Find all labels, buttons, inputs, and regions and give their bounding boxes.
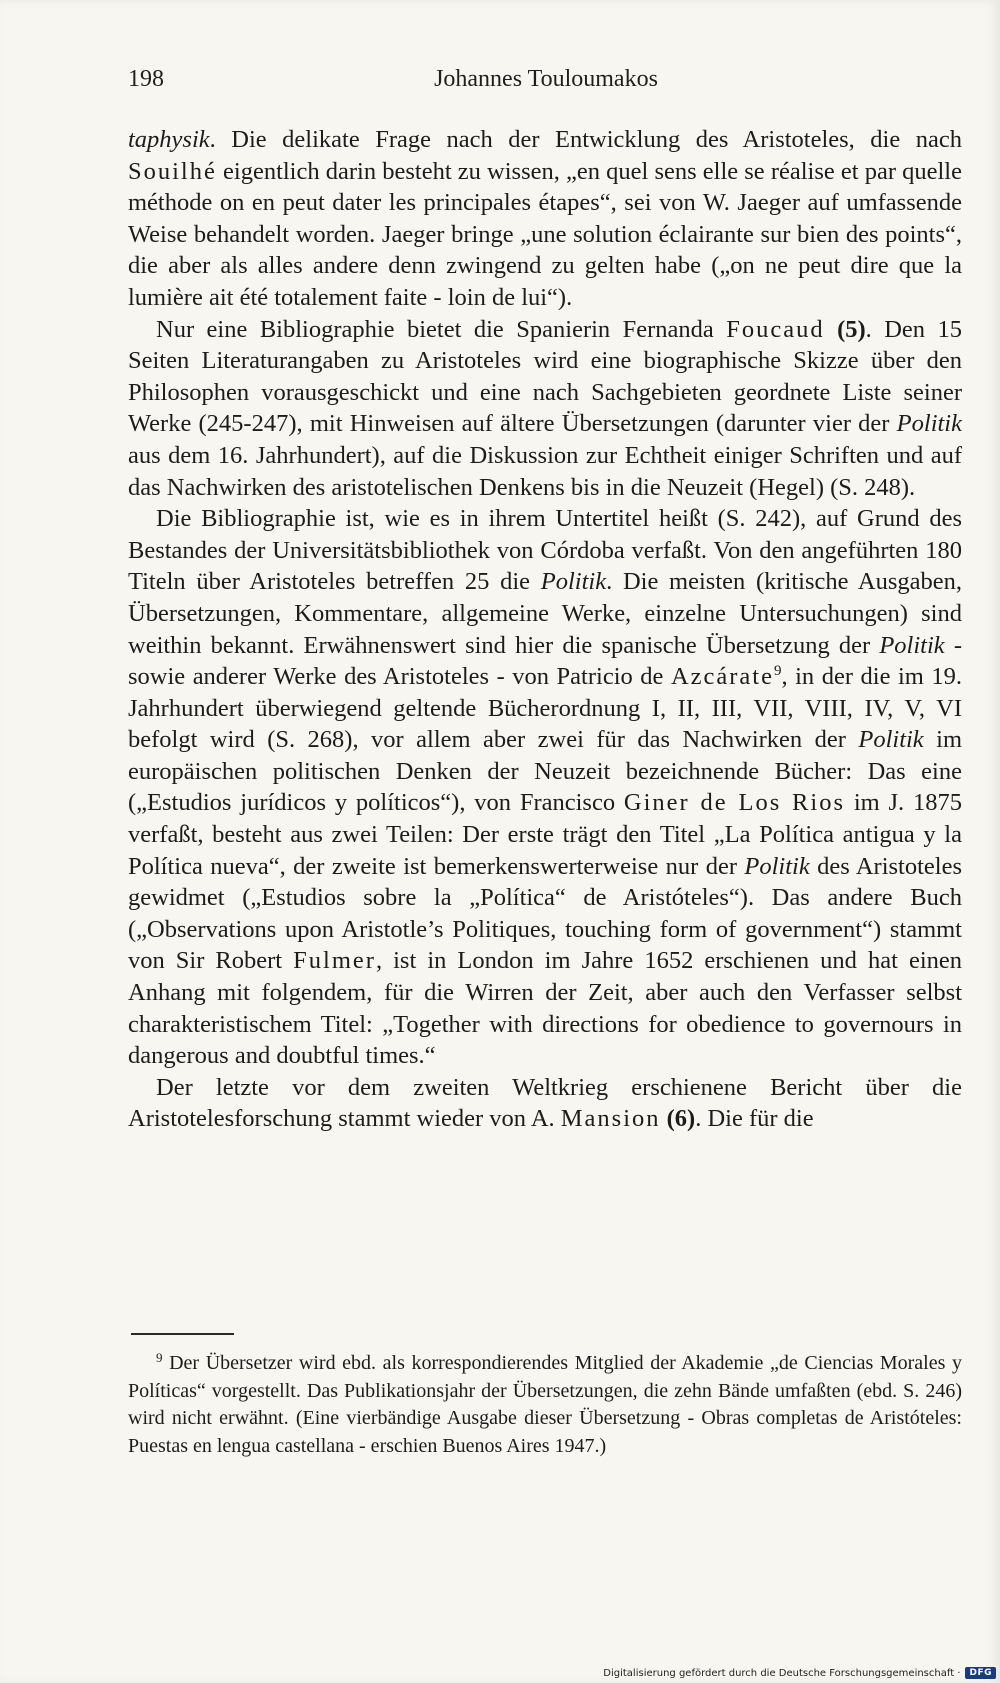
spaced-name: Mansion: [560, 1105, 661, 1133]
italic-text: taphysik: [128, 126, 210, 153]
reference-number: (5): [837, 315, 866, 343]
text-run: Nur eine Bibliographie bietet die Spanierin Fernanda: [156, 315, 727, 343]
text-run: Die Bibliographie ist, wie es in ihrem Untertitel heißt (S. 242), auf Grund des Bestandes der Universitätsbibliothek von Córdoba verfaßt. Von den angeführten 180 Titeln über Aristoteles betreffen 25 die: [128, 505, 962, 596]
spaced-name: Giner de Los Rios: [623, 789, 845, 817]
italic-text: Politik: [858, 726, 924, 754]
dfg-logo: DFG: [965, 1667, 996, 1679]
footnote-marker: 9: [156, 1350, 163, 1365]
spaced-name: Foucaud: [726, 315, 825, 343]
text-run: im J. 1875 verfaßt, besteht aus zwei Teilen: Der erste trägt den Titel „La Política antigua y la Política nueva“, der zweite ist bemerkenswerterweise nur der: [128, 789, 962, 880]
page-header: [128, 66, 964, 102]
text-run: - sowie anderer Werke des Aristoteles - von Patricio de: [128, 631, 962, 691]
footnote: [128, 1350, 962, 1460]
italic-text: Politik: [540, 568, 607, 596]
credit-text: Digitalisierung gefördert durch die Deutsche Forschungsgemeinschaft ·: [603, 1667, 961, 1679]
italic-text: Politik: [896, 410, 962, 438]
spaced-name: Azcárate: [670, 663, 774, 691]
paragraph: [128, 503, 962, 1072]
body-text: [128, 124, 962, 1135]
text-run: . Die meisten (kritische Ausgaben, Übersetzungen, Kommentare, allgemeine Werke, einzelne Untersuchungen) sind weithin bekannt. Erwähnenswert sind hier die spanische Übersetzung der: [128, 568, 962, 659]
text-run: , ist in London im Jahre 1652 erschienen und hat einen Anhang mit folgendem, für die Wirren der Zeit, aber auch den Verfasser selbst charakteristischem Titel: „Together with directions for obedience to governours in dangerous and doubtful times.“: [128, 947, 962, 1070]
footnote-marker: 9: [773, 663, 782, 680]
text-run: Der letzte vor dem zweiten Weltkrieg erschienene Bericht über die Aristotelesforschung stammt wieder von A.: [128, 1073, 962, 1133]
text-run: [825, 316, 837, 343]
footnote-separator: [131, 1333, 234, 1335]
digitization-credit: [570, 1663, 1000, 1683]
italic-text: Politik: [879, 631, 945, 659]
paragraph: [128, 314, 962, 504]
text-run: eigentlich darin besteht zu wissen, „en quel sens elle se réalise et par quelle méthode on en peut dater les principales étapes“, sei von W. Jaeger auf umfassende Weise behandelt worden. Jaeger bringe „une solution éclairante sur bien des points“, die aber als alles andere denn zwingend zu gelten habe („on ne peut dire que la lumière ait été totalement faite - loin de lui“).: [128, 157, 962, 311]
italic-text: Politik: [744, 852, 810, 880]
spaced-name: Fulmer: [293, 947, 376, 975]
paragraph: [128, 1072, 962, 1135]
text-run: Der Übersetzer wird ebd. als korrespondierendes Mitglied der Akademie „de Ciencias Morales y Políticas“ vorgestellt. Das Publikationsjahr der Übersetzungen, die zehn Bände umfaßten (ebd. S. 246) wird nicht erwähnt. (Eine vierbändige Ausgabe dieser Übersetzung - Obras completas de Aristóteles: Puestas en lengua castellana - erschien Buenos Aires 1947.): [128, 1352, 962, 1457]
text-run: . Den 15 Seiten Literaturangaben zu Aristoteles wird eine biographische Skizze über den Philosophen vorausgeschickt und eine nach Sachgebieten geordnete Liste seiner Werke (245-247), mit Hinweisen auf ältere Übersetzungen (darunter vier der: [128, 315, 963, 438]
text-run: . Die für die: [695, 1105, 814, 1133]
text-run: . Die delikate Frage nach der Entwicklung des Aristoteles, die nach: [209, 126, 962, 153]
text-run: aus dem 16. Jahrhundert), auf die Diskussion zur Echtheit einiger Schriften und auf das Nachwirken des aristotelischen Denkens bis in die Neuzeit (Hegel) (S. 248).: [128, 441, 962, 501]
paragraph: [128, 124, 962, 314]
text-run: , in der die im 19. Jahrhundert überwiegend geltende Bücherordnung I, II, III, VII, VIII, IV, V, VI befolgt wird (S. 268), vor allem aber zwei für das Nachwirken der: [128, 663, 962, 754]
page-number: 198: [128, 66, 164, 92]
footnotes: [128, 1350, 962, 1460]
text-run: des Aristoteles gewidmet („Estudios sobre la „Política“ de Aristóteles“). Das andere Buch („Observations upon Aristotle’s Politiques, touching form of government“) stammt von Sir Robert: [128, 852, 962, 975]
spaced-name: Souilhé: [128, 157, 217, 185]
reference-number: (6): [666, 1105, 696, 1133]
text-run: im europäischen politischen Denken der Neuzeit bezeichnende Bücher: Das eine („Estudios jurídicos y políticos“), von Francisco: [128, 726, 962, 817]
running-title: Johannes Touloumakos: [434, 66, 658, 92]
